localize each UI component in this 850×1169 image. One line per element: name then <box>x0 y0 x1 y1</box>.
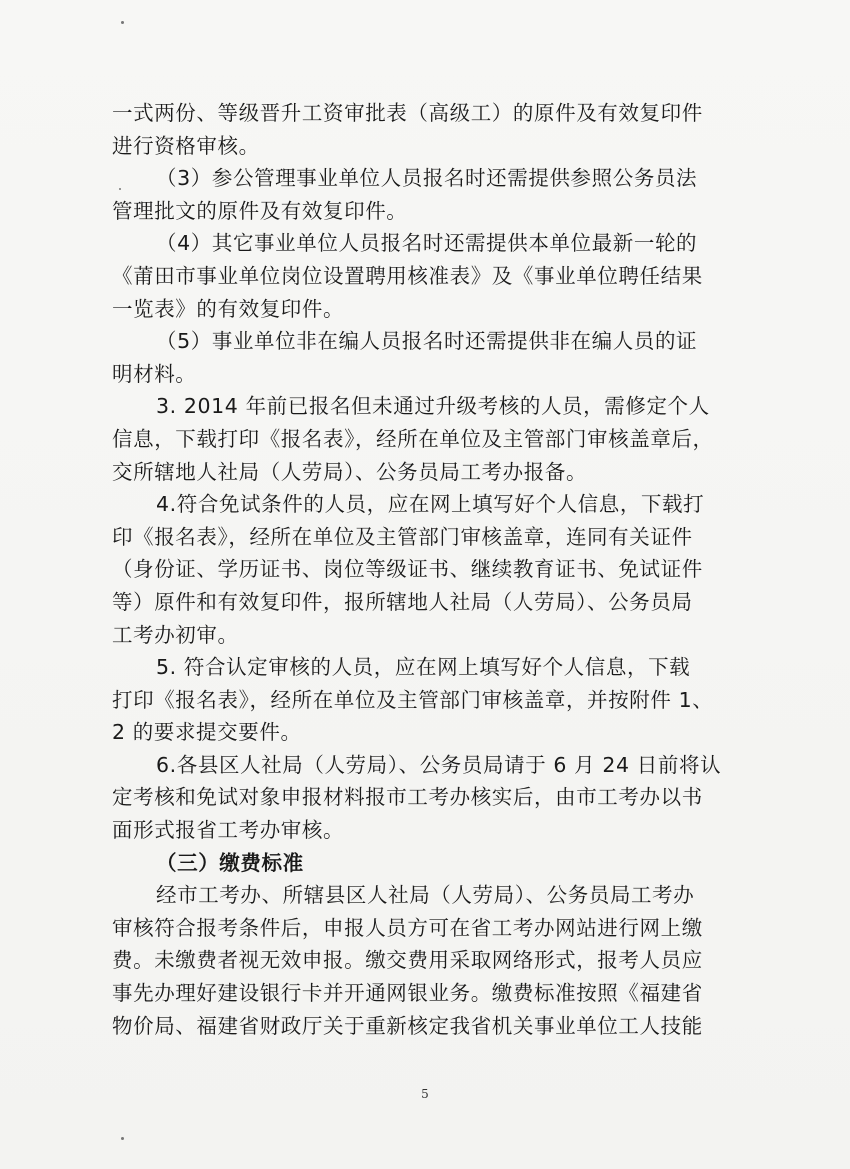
text-line: 4.符合免试条件的人员，应在网上填写好个人信息，下载打 <box>156 492 705 517</box>
text-line: 5. 符合认定审核的人员，应在网上填写好个人信息，下载 <box>156 655 691 680</box>
scan-speck <box>119 188 121 190</box>
section-heading: （三）缴费标准 <box>156 850 304 875</box>
text-line: 等）原件和有效复印件，报所辖地人社局（人劳局）、公务员局 <box>112 589 693 614</box>
text-line: 经市工考办、所辖县区人社局（人劳局）、公务员局工考办 <box>156 883 695 908</box>
text-line: （身份证、学历证书、岗位等级证书、继续教育证书、免试证件 <box>112 557 703 582</box>
text-line: 《莆田市事业单位岗位设置聘用核准表》及《事业单位聘任结果 <box>112 263 703 288</box>
scan-speck <box>121 21 124 24</box>
text-line: 管理批文的原件及有效复印件。 <box>112 198 408 223</box>
text-line: 事先办理好建设银行卡并开通网银业务。缴费标准按照《福建省 <box>112 981 703 1006</box>
text-line: 6.各县区人社局（人劳局）、公务员局请于 6 月 24 日前将认 <box>156 752 722 777</box>
text-line: （5）事业单位非在编人员报名时还需提供非在编人员的证 <box>156 329 698 354</box>
text-line: （3）参公管理事业单位人员报名时还需提供参照公务员法 <box>156 166 698 191</box>
text-line: 面形式报省工考办审核。 <box>112 818 345 843</box>
text-line: 一式两份、等级晋升工资审批表（高级工）的原件及有效复印件 <box>112 101 703 125</box>
text-line: 信息，下载打印《报名表》，经所在单位及主管部门审核盖章后， <box>112 426 714 451</box>
text-line: （4）其它事业单位人员报名时还需提供本单位最新一轮的 <box>156 231 698 256</box>
text-line: 审核符合报考条件后，申报人员方可在省工考办网站进行网上缴 <box>112 915 703 940</box>
text-line: 工考办初审。 <box>112 622 239 647</box>
text-line: 打印《报名表》，经所在单位及主管部门审核盖章，并按附件 1、 <box>112 687 714 712</box>
scan-speck <box>121 1137 124 1140</box>
text-line: 交所辖地人社局（人劳局）、公务员局工考办报备。 <box>112 459 588 484</box>
text-line: 费。未缴费者视无效申报。缴交费用采取网络形式，报考人员应 <box>112 948 703 973</box>
text-line: 明材料。 <box>112 361 197 386</box>
document-body <box>112 97 732 1042</box>
text-line: 2 的要求提交要件。 <box>112 720 302 745</box>
text-line: 印《报名表》，经所在单位及主管部门审核盖章，连同有关证件 <box>112 524 693 549</box>
text-line: 一览表》的有效复印件。 <box>112 296 345 321</box>
text-line: 进行资格审核。 <box>112 133 260 158</box>
page-number: 5 <box>421 1087 429 1101</box>
text-line: 物价局、福建省财政厅关于重新核定我省机关事业单位工人技能 <box>112 1013 703 1038</box>
text-line: 3. 2014 年前已报名但未通过升级考核的人员，需修定个人 <box>156 394 710 419</box>
text-line: 定考核和免试对象申报材料报市工考办核实后，由市工考办以书 <box>112 785 703 810</box>
